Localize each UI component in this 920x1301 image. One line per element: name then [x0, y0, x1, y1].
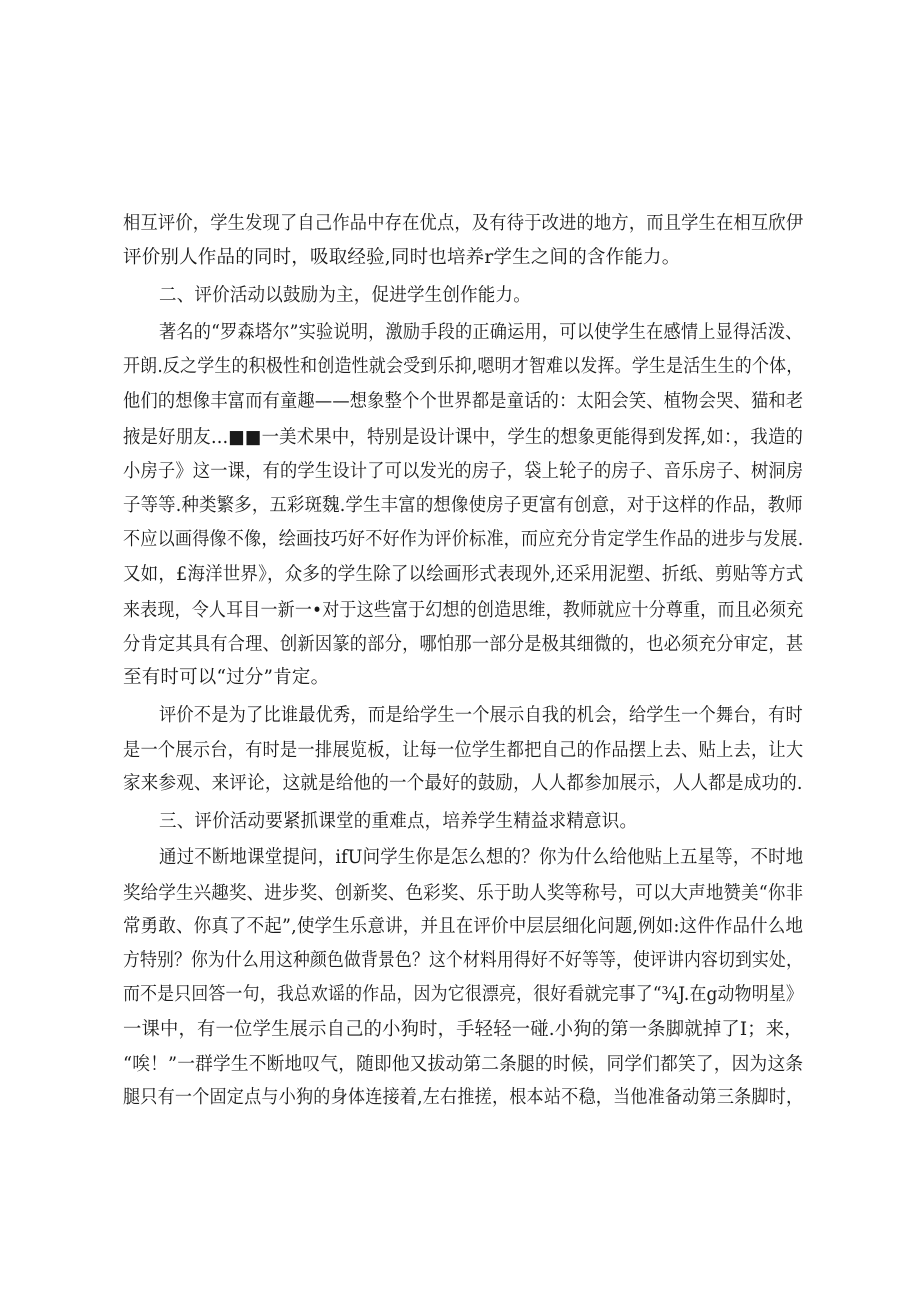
text-line: 评价别人作品的同时，吸取经验,同时也培养r学生之间的含作能力。	[123, 247, 681, 268]
text-line: 是一个展示台，有时是一排展览板，让每一位学生都把自己的作品摆上去、贴上去，让大	[123, 740, 804, 761]
text-line: 相互评价，学生发现了自己作品中存在优点，及有待于改进的地方，而且学生在相互欣伊	[123, 213, 804, 234]
text-line: 腿只有一个固定点与小狗的身体连接着,左右推搓，根本站不稳，当他准备动第三条脚时，	[123, 1087, 804, 1108]
text-line: 著名的“罗森塔尔”实验说明，激励手段的正确运用，可以使学生在感情上显得活泼、	[159, 322, 803, 343]
section-heading: 三、评价活动要紧抓课堂的重难点，培养学生精益求精意识。	[159, 811, 638, 832]
text-line: 小房子》这一课，有的学生设计了可以发光的房子，袋上轮子的房子、音乐房子、树洞房	[123, 461, 804, 482]
text-line: 奖给学生兴趣奖、进步奖、创新奖、色彩奖、乐于助人奖等称号，可以大声地赞美“你非	[123, 883, 804, 904]
text-line: 家来参观、来评论，这就是给他的一个最好的鼓励，人人都参加展示，人人都是成功的.	[123, 773, 803, 794]
text-line: 而不是只回答一句，我总欢谣的作品，因为它很漂亮，很好看就完事了“¾J.在g动物明星》	[123, 984, 803, 1005]
text-line: 掖是好朋友…■■一美术果中，特别是设计课中，学生的想象更能得到发挥,如：，我造的	[123, 427, 804, 448]
text-line: 又如，£海洋世界》，众多的学生除了以绘画形式表现外,还采用泥塑、折纸、剪贴等方式	[123, 564, 804, 585]
section-heading: 二、评价活动以鼓励为主，促进学生创作能力。	[159, 285, 531, 306]
text-line: 一课中，有一位学生展示自己的小狗时，手轻轻一碰.小狗的第一条脚就掉了I；来，	[123, 1019, 803, 1040]
text-line: 评价不是为了比谁最优秀，而是给学生一个展示自我的机会，给学生一个舞台，有时	[159, 705, 803, 726]
text-line: 常勇敢、你真了不起”,使学生乐意讲，并且在评价中层层细化问题,例如:这件作品什么地	[123, 916, 804, 937]
text-line: 子等等.种类繁多，五彩斑魏.学生丰富的想像使房子更富有创意，对于这样的作品，教师	[123, 495, 803, 516]
text-line: 他们的想像丰富而有童趣——想象整个个世界都是童话的：太阳会笑、植物会哭、猫和老	[123, 391, 804, 412]
text-line: 通过不断地课堂提问，ifU问学生你是怎么想的？你为什么给他贴上五星等，不时地	[159, 847, 804, 868]
text-line: 开朗.反之学生的积极性和创造性就会受到乐抑,嗯明才智难以发挥。学生是活生生的个体，	[123, 356, 804, 377]
text-line: 分肯定其具有合理、创新因篆的部分，哪怕那一部分是极其细微的，也必须充分审定，甚	[123, 634, 804, 655]
text-line: “唉！”一群学生不断地叹气，随即他又拔动第二条腿的时候，同学们都笑了，因为这条	[123, 1054, 804, 1075]
text-line: 不应以画得像不像，绘画技巧好不好作为评价标准，而应充分肯定学生作品的进步与发展.	[123, 529, 804, 550]
text-line: 方特别？你为什么用这种颜色做背景色？这个材料用得好不好等等，使评讲内容切到实处，	[123, 950, 804, 971]
text-line: 来表现，令人耳目一新一•对于这些富于幻想的创造思维，教师就应十分尊重，而且必须充	[123, 600, 804, 621]
text-line: 至有时可以“过分”肯定。	[123, 667, 330, 688]
